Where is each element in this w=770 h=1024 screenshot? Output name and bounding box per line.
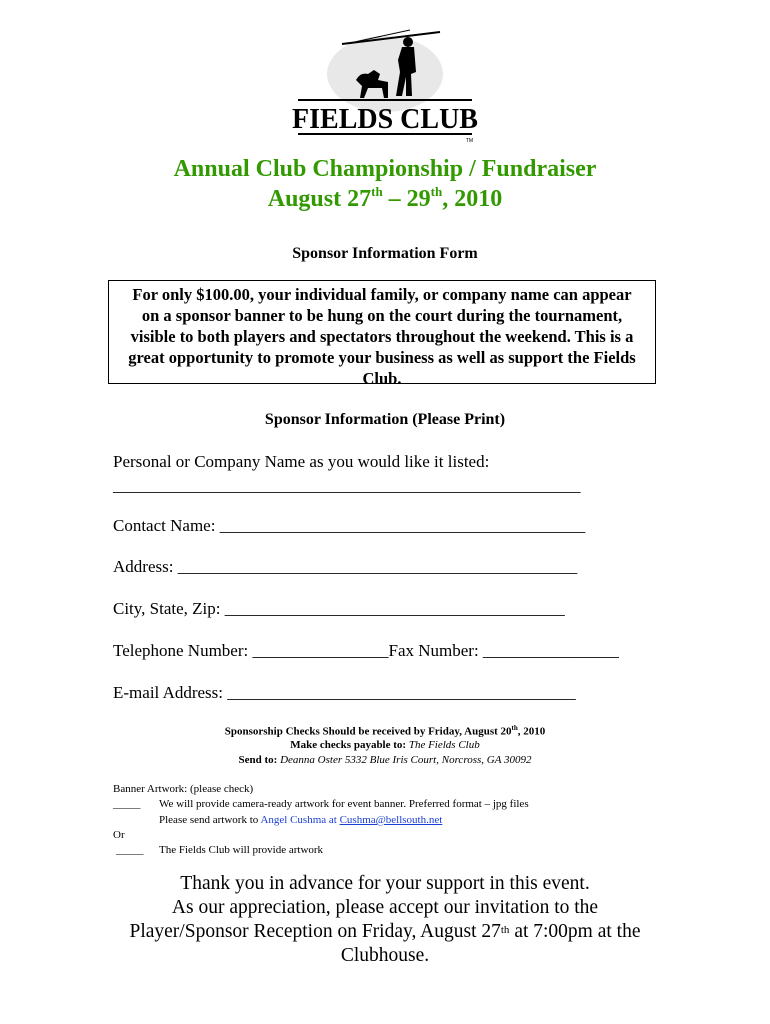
offer-line-2: on a sponsor banner to be hung on the court during the tournament, (141, 306, 623, 325)
deadline-suffix: th (511, 724, 518, 732)
deadline-text-main: Sponsorship Checks Should be received by Friday, August 20 (224, 725, 512, 738)
event-dates (0, 186, 770, 213)
thanks-line-2: As our appreciation, please accept our invitation to the (171, 897, 599, 918)
thanks-line-1: Thank you in advance for your support in this event. (180, 873, 590, 894)
payable-label: Make checks payable to: (290, 739, 407, 751)
phone-fax-field[interactable]: Telephone Number: ________________Fax Number: ________________ (113, 641, 619, 660)
event-date-start: August 27 (267, 186, 372, 212)
company-name-field[interactable]: _______________________________________________________ (113, 476, 581, 495)
send-to-line (0, 754, 770, 766)
address-field[interactable]: Address: _______________________________________________ (113, 557, 578, 576)
artwork-heading: Banner Artwork: (please check) (113, 783, 254, 795)
event-title: Annual Club Championship / Fundraiser (173, 156, 597, 182)
event-date-sep: – 29 (382, 186, 431, 212)
offer-line-1: For only $100.00, your individual family, or company name can appear (132, 285, 632, 304)
email-field[interactable]: E-mail Address: _________________________________________ (113, 683, 576, 702)
thanks-line-3-start: Player/Sponsor Reception on Friday, August 27 (129, 921, 501, 942)
artwork-email-link[interactable]: Cushma@bellsouth.net (339, 814, 443, 826)
artwork-option-2-checkbox[interactable]: _____ (116, 844, 144, 856)
artwork-send-line (159, 814, 442, 826)
logo-wordmark: FIELDS CLUB (292, 104, 478, 135)
deadline-year: , 2010 (517, 725, 546, 738)
deadline-text (0, 724, 770, 738)
fields-club-logo-art (290, 22, 480, 144)
artwork-or: Or (113, 829, 125, 841)
sponsor-info-heading: Sponsor Information (Please Print) (264, 411, 506, 428)
offer-line-4: great opportunity to promote your business as well as support the Fields (128, 348, 636, 367)
thank-you-message (0, 872, 770, 968)
offer-line-5: Club. (362, 369, 402, 388)
offer-line-3: visible to both players and spectators throughout the weekend. This is a (130, 327, 634, 346)
payable-value: The Fields Club (408, 739, 480, 751)
thanks-line-4: Clubhouse. (340, 945, 430, 966)
payable-line (0, 739, 770, 751)
sponsor-offer-box (108, 280, 656, 388)
artwork-option-1-checkbox[interactable]: _____ (113, 798, 141, 810)
thanks-line-3-end: at 7:00pm at the (509, 921, 641, 942)
send-to-address: Deanna Oster 5332 Blue Iris Court, Norcross, GA 30092 (280, 754, 532, 766)
send-to-label: Send to: (238, 754, 278, 766)
thanks-date-suffix: th (500, 924, 510, 936)
logo-trademark: TM (465, 138, 473, 144)
event-date-start-suffix: th (371, 184, 383, 199)
thanks-line-3 (0, 920, 770, 944)
artwork-option-1-text: We will provide camera-ready artwork for event banner. Preferred format – jpg files (159, 798, 529, 810)
form-title: Sponsor Information Form (292, 245, 478, 262)
event-date-end-suffix: th (430, 184, 443, 199)
company-name-label: Personal or Company Name as you would like it listed: (113, 452, 490, 471)
event-date-year: , 2010 (442, 186, 503, 212)
artwork-contact-name: Angel Cushma at (260, 814, 337, 826)
artwork-option-2-text: The Fields Club will provide artwork (159, 844, 324, 856)
fields-club-logo (290, 22, 480, 144)
city-state-zip-field[interactable]: City, State, Zip: ________________________________________ (113, 599, 565, 618)
artwork-send-prefix: Please send artwork to (159, 814, 259, 826)
contact-name-field[interactable]: Contact Name: ___________________________________________ (113, 516, 586, 535)
